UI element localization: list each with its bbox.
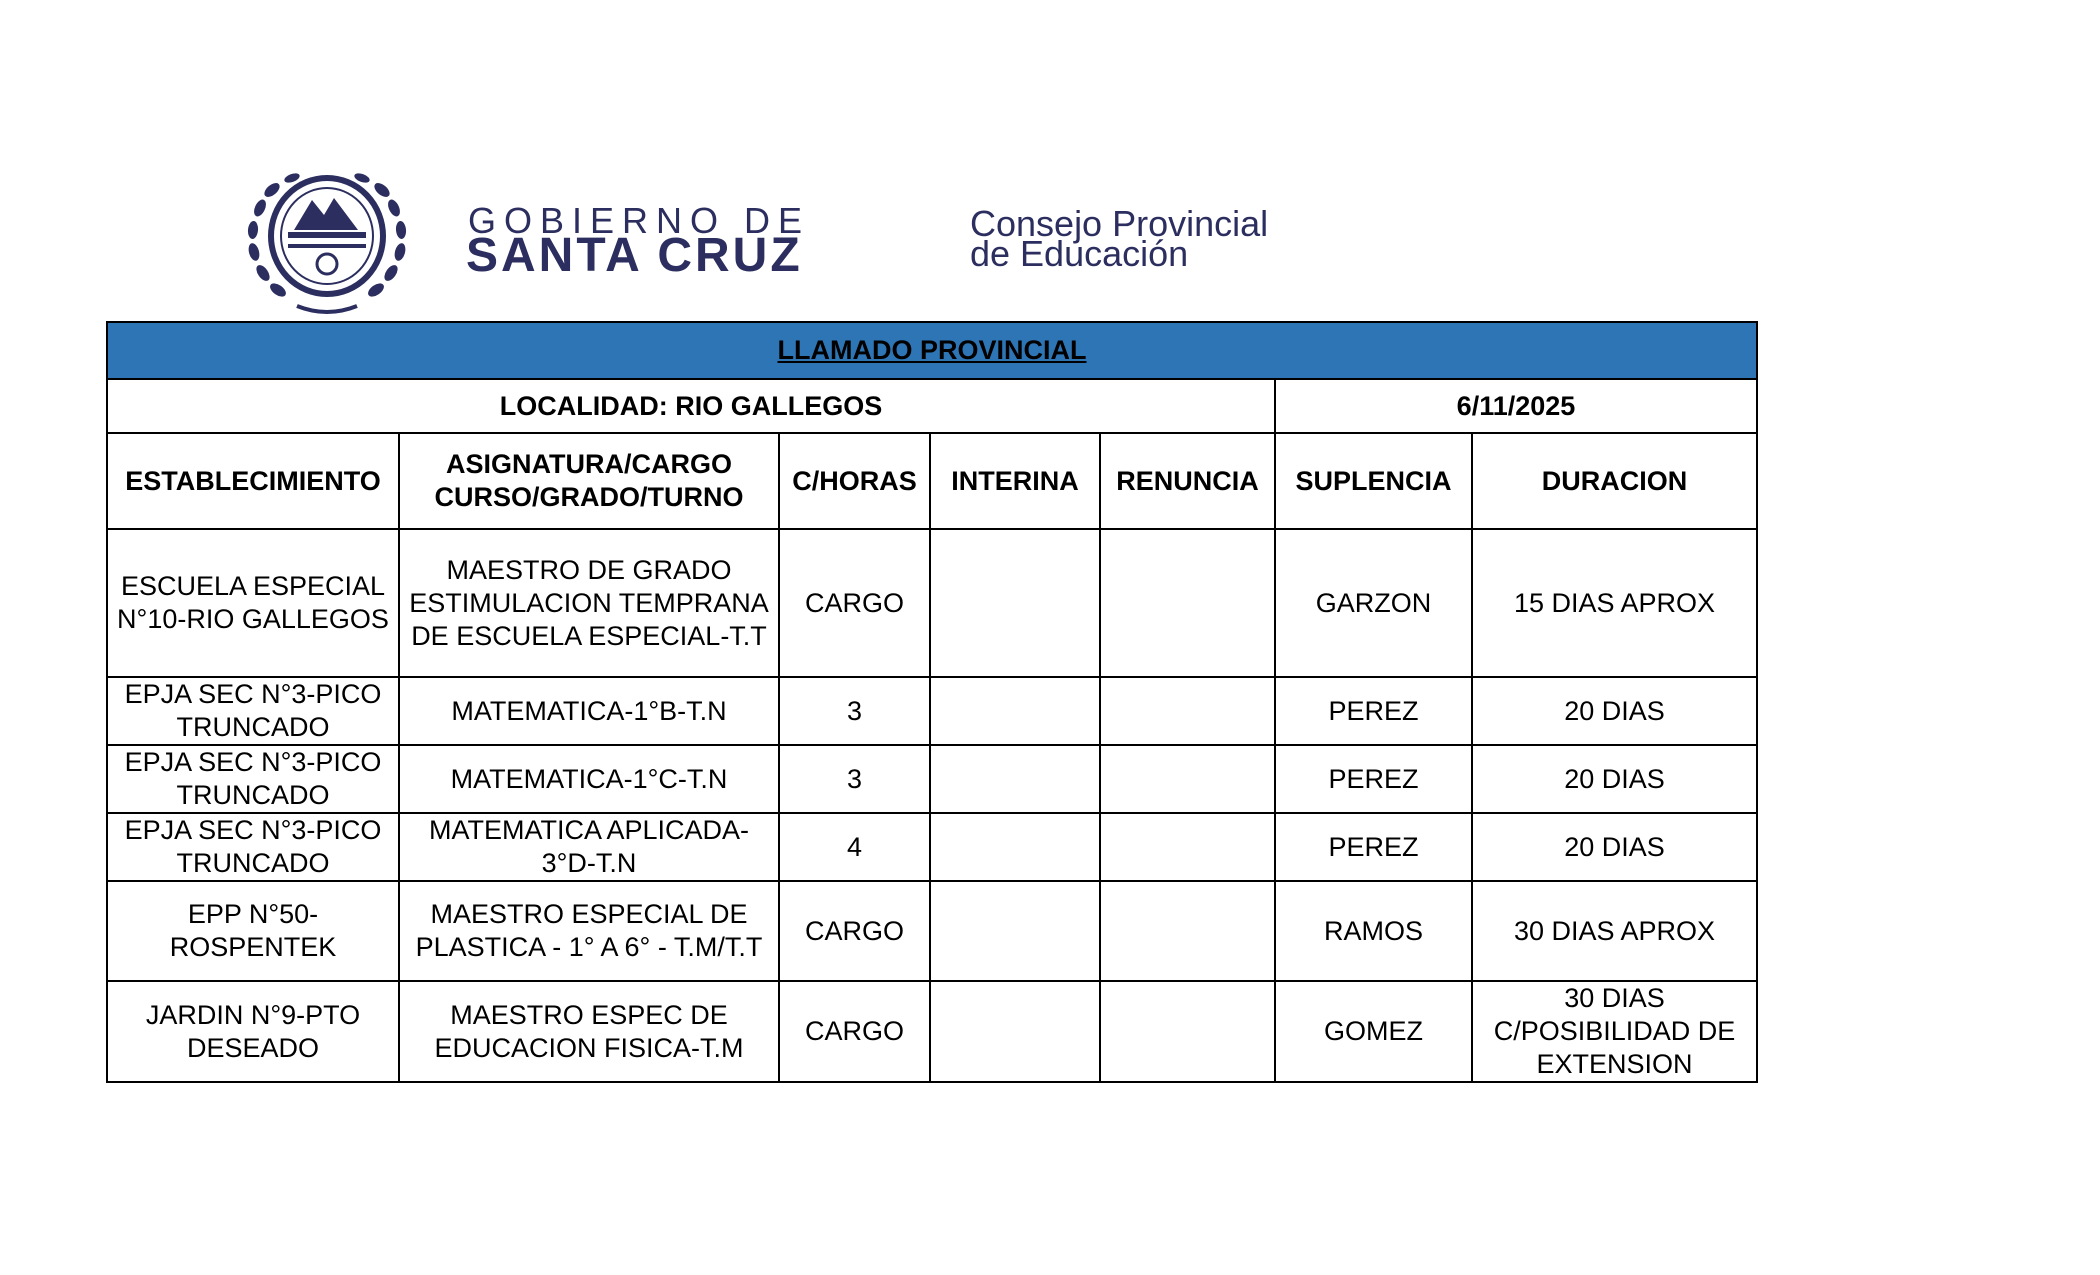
col-header-asignatura-line2: CURSO/GRADO/TURNO <box>434 482 744 512</box>
col-header-asignatura <box>399 433 779 529</box>
cell-renuncia <box>1100 745 1275 813</box>
cell-suplencia: PEREZ <box>1275 813 1472 881</box>
cell-interina <box>930 745 1100 813</box>
government-name-line1: GOBIERNO DE <box>468 200 811 241</box>
page-title: LLAMADO PROVINCIAL <box>107 322 1757 379</box>
col-header-establecimiento: ESTABLECIMIENTO <box>107 433 399 529</box>
cell-establecimiento: EPJA SEC N°3-PICO TRUNCADO <box>107 745 399 813</box>
cell-interina <box>930 813 1100 881</box>
cell-horas: 3 <box>779 745 930 813</box>
cell-renuncia <box>1100 529 1275 677</box>
cell-horas: CARGO <box>779 881 930 981</box>
cell-asignatura: MAESTRO ESPEC DE EDUCACION FISICA-T.M <box>399 981 779 1082</box>
cell-duracion: 30 DIAS C/POSIBILIDAD DE EXTENSION <box>1472 981 1757 1082</box>
column-header-row <box>107 433 1757 529</box>
cell-asignatura: MAESTRO ESPECIAL DE PLASTICA - 1° A 6° - T.M/T.T <box>399 881 779 981</box>
cell-interina <box>930 981 1100 1082</box>
council-name-line2: de Educación <box>970 233 1189 274</box>
table-row <box>107 881 1757 981</box>
cell-suplencia: PEREZ <box>1275 677 1472 745</box>
cell-duracion: 15 DIAS APROX <box>1472 529 1757 677</box>
cell-establecimiento: JARDIN N°9-PTO DESEADO <box>107 981 399 1082</box>
col-header-asignatura-line1: ASIGNATURA/CARGO <box>446 449 732 479</box>
table-row <box>107 813 1757 881</box>
col-header-suplencia: SUPLENCIA <box>1275 433 1472 529</box>
date-label: 6/11/2025 <box>1275 379 1757 433</box>
cell-establecimiento: EPJA SEC N°3-PICO TRUNCADO <box>107 677 399 745</box>
cell-duracion: 20 DIAS <box>1472 677 1757 745</box>
col-header-duracion: DURACION <box>1472 433 1757 529</box>
cell-horas: 4 <box>779 813 930 881</box>
localidad-label: LOCALIDAD: RIO GALLEGOS <box>107 379 1275 433</box>
document-header <box>0 0 2100 320</box>
cell-establecimiento: EPP N°50-ROSPENTEK <box>107 881 399 981</box>
cell-duracion: 20 DIAS <box>1472 745 1757 813</box>
table-row <box>107 529 1757 677</box>
cell-horas: CARGO <box>779 529 930 677</box>
cell-interina <box>930 881 1100 981</box>
title-row <box>107 322 1757 379</box>
cell-duracion: 30 DIAS APROX <box>1472 881 1757 981</box>
cell-suplencia: PEREZ <box>1275 745 1472 813</box>
cell-duracion: 20 DIAS <box>1472 813 1757 881</box>
province-seal-icon <box>232 160 422 318</box>
col-header-interina: INTERINA <box>930 433 1100 529</box>
cell-asignatura: MAESTRO DE GRADO ESTIMULACION TEMPRANA DE ESCUELA ESPECIAL-T.T <box>399 529 779 677</box>
cell-interina <box>930 677 1100 745</box>
cell-renuncia <box>1100 813 1275 881</box>
cell-renuncia <box>1100 677 1275 745</box>
cell-renuncia <box>1100 981 1275 1082</box>
cell-horas: 3 <box>779 677 930 745</box>
cell-asignatura: MATEMATICA-1°C-T.N <box>399 745 779 813</box>
cell-suplencia: GOMEZ <box>1275 981 1472 1082</box>
cell-suplencia: GARZON <box>1275 529 1472 677</box>
cell-establecimiento: ESCUELA ESPECIAL N°10-RIO GALLEGOS <box>107 529 399 677</box>
cell-suplencia: RAMOS <box>1275 881 1472 981</box>
cell-interina <box>930 529 1100 677</box>
col-header-horas: C/HORAS <box>779 433 930 529</box>
col-header-renuncia: RENUNCIA <box>1100 433 1275 529</box>
table-row <box>107 677 1757 745</box>
council-name-line1: Consejo Provincial <box>970 203 1269 244</box>
vacancies-table <box>106 321 1758 1083</box>
cell-renuncia <box>1100 881 1275 981</box>
cell-horas: CARGO <box>779 981 930 1082</box>
cell-asignatura: MATEMATICA-1°B-T.N <box>399 677 779 745</box>
cell-establecimiento: EPJA SEC N°3-PICO TRUNCADO <box>107 813 399 881</box>
table-row <box>107 745 1757 813</box>
table-row <box>107 981 1757 1082</box>
location-row <box>107 379 1757 433</box>
government-name-line2: SANTA CRUZ <box>466 229 803 282</box>
cell-asignatura: MATEMATICA APLICADA-3°D-T.N <box>399 813 779 881</box>
